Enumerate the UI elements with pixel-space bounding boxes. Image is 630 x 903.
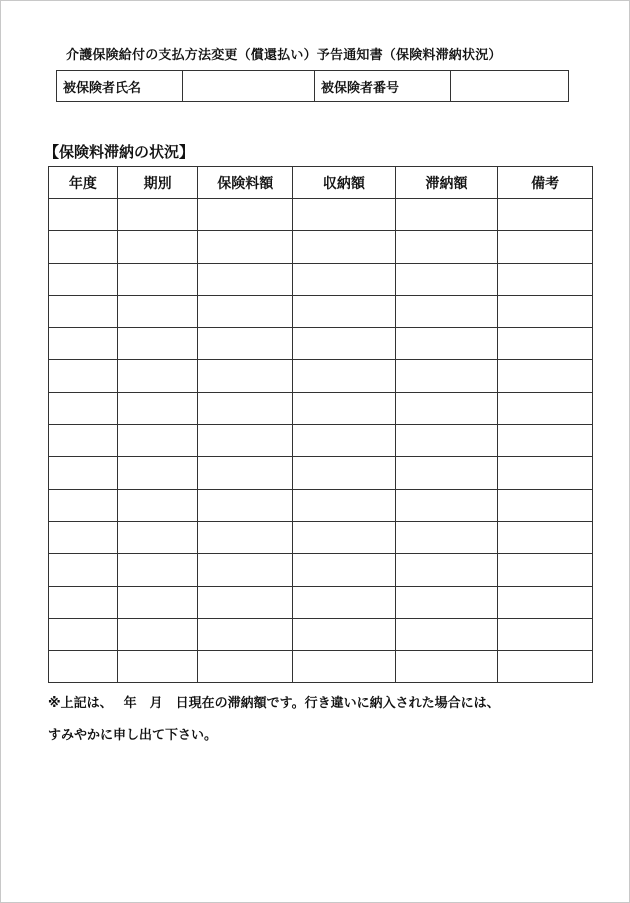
cell-overdue-amount[interactable] [395, 521, 498, 553]
cell-period[interactable] [117, 328, 198, 360]
table-row [49, 521, 593, 553]
cell-overdue-amount[interactable] [395, 489, 498, 521]
cell-received-amount[interactable] [293, 328, 396, 360]
cell-premium-amount[interactable] [198, 651, 293, 683]
cell-remarks[interactable] [498, 618, 593, 650]
cell-period[interactable] [117, 618, 198, 650]
cell-period[interactable] [117, 392, 198, 424]
cell-period[interactable] [117, 489, 198, 521]
cell-overdue-amount[interactable] [395, 457, 498, 489]
cell-premium-amount[interactable] [198, 554, 293, 586]
table-row [49, 489, 593, 521]
cell-premium-amount[interactable] [198, 586, 293, 618]
table-row [49, 295, 593, 327]
cell-overdue-amount[interactable] [395, 231, 498, 263]
table-header-row [49, 167, 593, 199]
table-row [49, 328, 593, 360]
cell-remarks[interactable] [498, 425, 593, 457]
insured-name-label: 被保険者氏名 [57, 71, 183, 102]
cell-premium-amount[interactable] [198, 457, 293, 489]
table-row [49, 586, 593, 618]
cell-received-amount[interactable] [293, 425, 396, 457]
header-overdue-amount: 滞納額 [395, 167, 498, 199]
cell-remarks[interactable] [498, 521, 593, 553]
cell-overdue-amount[interactable] [395, 295, 498, 327]
cell-received-amount[interactable] [293, 263, 396, 295]
insured-info-table [56, 70, 569, 102]
cell-remarks[interactable] [498, 554, 593, 586]
cell-fiscal-year[interactable] [49, 328, 118, 360]
cell-period[interactable] [117, 425, 198, 457]
cell-premium-amount[interactable] [198, 425, 293, 457]
insured-number-field[interactable] [450, 71, 568, 102]
cell-remarks[interactable] [498, 586, 593, 618]
insured-info-row [57, 71, 569, 102]
cell-received-amount[interactable] [293, 554, 396, 586]
cell-fiscal-year[interactable] [49, 231, 118, 263]
cell-remarks[interactable] [498, 489, 593, 521]
table-row [49, 392, 593, 424]
header-period: 期別 [117, 167, 198, 199]
cell-period[interactable] [117, 651, 198, 683]
insured-number-label: 被保険者番号 [314, 71, 450, 102]
cell-received-amount[interactable] [293, 618, 396, 650]
section-heading: 【保険料滞納の状況】 [44, 143, 195, 161]
cell-overdue-amount[interactable] [395, 618, 498, 650]
table-row [49, 651, 593, 683]
cell-premium-amount[interactable] [198, 521, 293, 553]
table-row [49, 554, 593, 586]
cell-received-amount[interactable] [293, 489, 396, 521]
cell-remarks[interactable] [498, 360, 593, 392]
cell-received-amount[interactable] [293, 295, 396, 327]
cell-overdue-amount[interactable] [395, 328, 498, 360]
cell-remarks[interactable] [498, 651, 593, 683]
cell-remarks[interactable] [498, 295, 593, 327]
cell-remarks[interactable] [498, 263, 593, 295]
table-body [49, 199, 593, 683]
cell-fiscal-year[interactable] [49, 489, 118, 521]
note-line-1: ※上記は、 年 月 日現在の滞納額です。行き違いに納入された場合には、 [48, 696, 500, 711]
cell-overdue-amount[interactable] [395, 425, 498, 457]
cell-overdue-amount[interactable] [395, 199, 498, 231]
cell-received-amount[interactable] [293, 521, 396, 553]
cell-received-amount[interactable] [293, 392, 396, 424]
cell-remarks[interactable] [498, 328, 593, 360]
cell-fiscal-year[interactable] [49, 295, 118, 327]
cell-period[interactable] [117, 263, 198, 295]
cell-received-amount[interactable] [293, 360, 396, 392]
cell-remarks[interactable] [498, 199, 593, 231]
cell-overdue-amount[interactable] [395, 651, 498, 683]
table-row [49, 231, 593, 263]
cell-premium-amount[interactable] [198, 231, 293, 263]
payment-status-table [48, 166, 593, 683]
table-row [49, 425, 593, 457]
cell-fiscal-year[interactable] [49, 521, 118, 553]
cell-overdue-amount[interactable] [395, 392, 498, 424]
cell-remarks[interactable] [498, 392, 593, 424]
table-row [49, 618, 593, 650]
cell-overdue-amount[interactable] [395, 360, 498, 392]
cell-received-amount[interactable] [293, 586, 396, 618]
cell-received-amount[interactable] [293, 231, 396, 263]
cell-period[interactable] [117, 586, 198, 618]
note-line-2: すみやかに申し出て下さい。 [48, 728, 218, 743]
cell-premium-amount[interactable] [198, 618, 293, 650]
cell-premium-amount[interactable] [198, 199, 293, 231]
cell-premium-amount[interactable] [198, 328, 293, 360]
header-received-amount: 収納額 [293, 167, 396, 199]
cell-received-amount[interactable] [293, 457, 396, 489]
cell-premium-amount[interactable] [198, 360, 293, 392]
header-fiscal-year: 年度 [49, 167, 118, 199]
cell-premium-amount[interactable] [198, 392, 293, 424]
insured-name-field[interactable] [183, 71, 315, 102]
cell-period[interactable] [117, 554, 198, 586]
cell-overdue-amount[interactable] [395, 263, 498, 295]
cell-premium-amount[interactable] [198, 263, 293, 295]
table-row [49, 263, 593, 295]
header-premium-amount: 保険料額 [198, 167, 293, 199]
cell-fiscal-year[interactable] [49, 199, 118, 231]
document-title: 介護保険給付の支払方法変更（償還払い）予告通知書（保険料滞納状況） [66, 48, 502, 63]
cell-fiscal-year[interactable] [49, 651, 118, 683]
table-row [49, 360, 593, 392]
cell-fiscal-year[interactable] [49, 263, 118, 295]
cell-period[interactable] [117, 199, 198, 231]
cell-period[interactable] [117, 295, 198, 327]
cell-period[interactable] [117, 457, 198, 489]
cell-period[interactable] [117, 521, 198, 553]
cell-remarks[interactable] [498, 457, 593, 489]
table-row [49, 199, 593, 231]
cell-fiscal-year[interactable] [49, 425, 118, 457]
cell-premium-amount[interactable] [198, 295, 293, 327]
cell-period[interactable] [117, 360, 198, 392]
cell-fiscal-year[interactable] [49, 586, 118, 618]
cell-fiscal-year[interactable] [49, 457, 118, 489]
cell-remarks[interactable] [498, 231, 593, 263]
cell-received-amount[interactable] [293, 651, 396, 683]
cell-premium-amount[interactable] [198, 489, 293, 521]
cell-fiscal-year[interactable] [49, 618, 118, 650]
cell-overdue-amount[interactable] [395, 586, 498, 618]
cell-fiscal-year[interactable] [49, 360, 118, 392]
cell-period[interactable] [117, 231, 198, 263]
cell-fiscal-year[interactable] [49, 392, 118, 424]
table-row [49, 457, 593, 489]
cell-received-amount[interactable] [293, 199, 396, 231]
cell-overdue-amount[interactable] [395, 554, 498, 586]
header-remarks: 備考 [498, 167, 593, 199]
cell-fiscal-year[interactable] [49, 554, 118, 586]
